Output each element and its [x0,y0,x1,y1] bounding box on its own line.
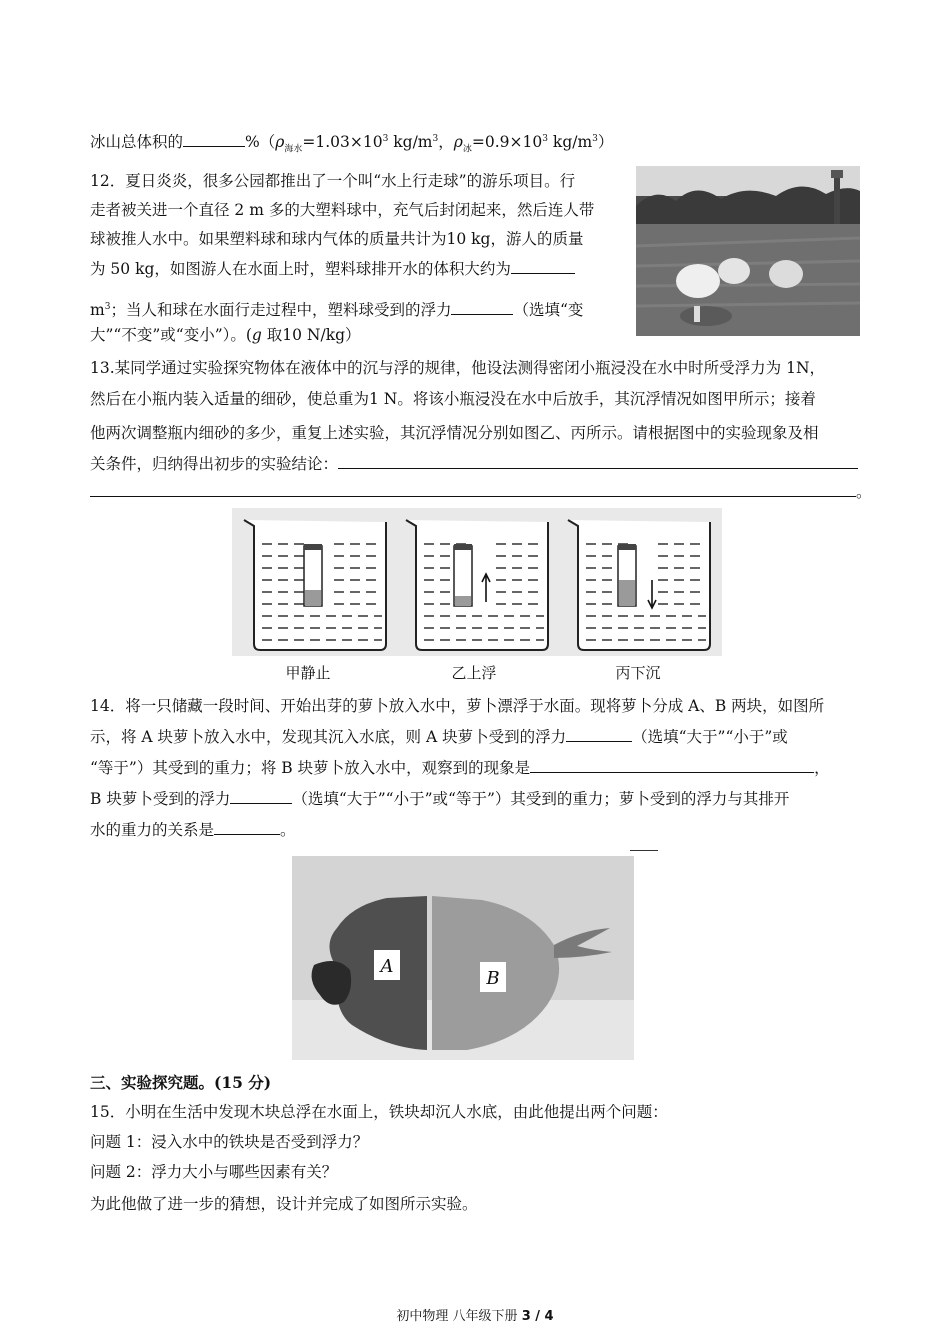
q14-l3-text: “等于”）其受到的重力；将 B 块萝卜放入水中，观察到的现象是 [90,759,531,777]
rho-sea-unit: kg/m [388,133,433,152]
page-number: 3 / 4 [521,1309,554,1324]
rho-sea-unit-exp: 3 [432,134,439,144]
label-b: B [486,968,500,989]
q14-line-1: 14．将一只储藏一段时间、开始出芽的萝卜放入水中，萝卜漂浮于水面。现将萝卜分成 A、B 两块，如图所 [90,697,825,715]
rho-ice-unit: kg/m [548,133,593,152]
q14-l5-period: 。 [280,821,296,839]
q14-line-2 [90,725,788,748]
q13-line-3: 他两次调整瓶内细砂的多少，重复上述实验，其沉浮情况分别如图乙、丙所示。请根据图中的实验现象及相 [90,424,819,442]
q12-line-2: 走者被关进一个直径 2 m 多的大塑料球中，充气后封闭起来，然后连人带 [90,201,595,219]
q13-l4-text: 关条件，归纳得出初步的实验结论： [90,455,339,473]
q14-line-4 [90,787,789,810]
rho-ice-sub: 冰 [462,144,472,155]
section-3-title: 三、实验探究题。(15 分) [90,1073,272,1092]
rho-ice-unit-exp: 3 [592,134,598,144]
beaker-yi [406,520,548,650]
rho-sea-exp: 3 [382,134,389,144]
q12-line-3: 球被推人水中。如果塑料球和球内气体的质量共计为10 kg，游人的质量 [90,230,584,248]
q12-line-5 [90,296,583,321]
q13-line-4 [90,452,858,475]
q14-line-3 [90,756,830,779]
q11-prefix: 冰山总体积的 [90,133,184,152]
q12-line-1: 12．夏日炎炎，很多公园都推出了一个叫“水上行走球”的游乐项目。行 [90,172,576,190]
q12-line-6 [90,324,361,346]
page-footer [0,1305,950,1324]
answer-blank[interactable] [230,787,292,804]
q14-line-5 [90,818,296,841]
g-symbol: g [251,326,262,344]
answer-blank[interactable] [183,130,245,147]
beaker-bing [568,520,710,650]
unit-m: m [90,301,105,320]
beaker-jia [244,520,386,650]
close-paren: ） [597,133,614,152]
q13-period: 。 [856,483,872,501]
q12-l5-text: ；当人和球在水面行走过程中，塑料球受到的浮力 [110,301,452,320]
answer-blank[interactable] [511,257,575,274]
q12-l6-text: 大”“不变”或“变小”）。( [90,326,252,344]
q11-suffix: %（ [245,133,276,152]
q12-l6-end: 取10 N/kg） [261,326,361,344]
caption-yi: 乙上浮 [451,664,497,682]
q12-l4-text: 为 50 kg，如图游人在水面上时，塑料球排开水的体积大约为 [90,260,511,278]
answer-blank[interactable] [566,725,632,742]
unit-exp: 3 [104,302,111,312]
rho-ice-exp: 3 [542,134,548,144]
q12-line-4 [90,257,575,280]
q14-l4-text: B 块萝卜受到的浮力 [90,790,231,808]
q13-line-2: 然后在小瓶内装入适量的细砂，使总重为1 N。将该小瓶浸没在水中后放手，其沉浮情况如图甲所示；接着 [90,390,816,408]
radish-photo [292,850,662,1060]
q14-l2-text: 示，将 A 块萝卜放入水中，发现其沉入水底，则 A 块萝卜受到的浮力 [90,728,567,746]
answer-blank[interactable] [338,452,858,469]
answer-blank[interactable] [451,298,513,315]
rho-ice-value: =0.9×10 [471,133,543,152]
q14-l4-option: （选填“大于”“小于”或“等于”）其受到的重力；萝卜受到的浮力与其排开 [292,790,790,808]
q15-line-3: 问题 2：浮力大小与哪些因素有关？ [90,1163,338,1181]
q11-tail-line [90,128,613,160]
beakers-figure [232,508,722,656]
q15-line-1: 15．小明在生活中发现木块总浮在水面上，铁块却沉人水底，由此他提出两个问题： [90,1103,668,1121]
q12-l5-option: （选填“变 [513,301,584,320]
caption-bing: 丙下沉 [615,664,661,682]
q14-l3-comma: ， [814,759,830,777]
caption-jia: 甲静止 [285,664,331,682]
answer-blank[interactable] [90,480,856,497]
water-walking-ball-photo [636,166,860,336]
q15-line-2: 问题 1：浸入水中的铁块是否受到浮力？ [90,1133,369,1151]
rho-symbol: ρ [453,133,463,152]
q13-line-5 [90,480,872,503]
rho-sea-value: =1.03×10 [302,133,383,152]
q13-line-1: 13.某同学通过实验探究物体在液体中的沉与浮的规律，他设法测得密闭小瓶浸没在水中时所受浮力为 1N， [90,359,826,377]
answer-blank[interactable] [214,818,280,835]
q15-line-4: 为此他做了进一步的猜想，设计并完成了如图所示实验。 [90,1195,478,1213]
answer-blank[interactable] [530,756,814,773]
q14-l2-option: （选填“大于”“小于”或 [632,728,788,746]
footer-text: 初中物理 八年级下册 [396,1309,522,1324]
separator: ， [438,133,454,152]
rho-sea-sub: 海水 [284,144,303,155]
rho-symbol: ρ [275,133,285,152]
q14-l5-text: 水的重力的关系是 [90,821,215,839]
label-a: A [380,956,394,977]
